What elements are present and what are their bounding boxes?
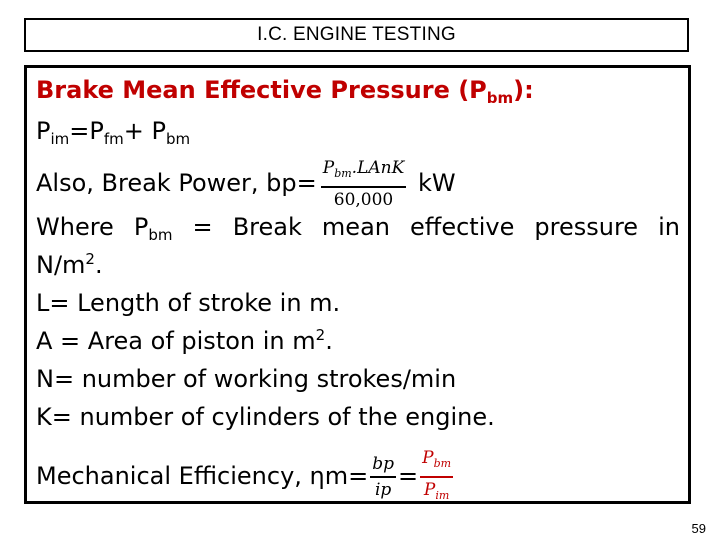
slide-title-box: [24, 18, 689, 52]
bp-fraction-bar: [321, 186, 407, 188]
mech-pbm-p: P: [422, 448, 434, 468]
mech-red-fraction-bar: [420, 476, 453, 478]
def-cylinders: K= number of cylinders of the engine.: [36, 403, 495, 431]
mech-pbm-sub: bm: [433, 457, 452, 470]
mech-ip: ip: [374, 480, 392, 500]
heading-sub: bm: [486, 89, 514, 107]
mech-bp: bp: [372, 454, 394, 474]
mech-pim: [422, 480, 451, 506]
pbm-over-pim-fraction: [420, 448, 453, 506]
bp-num-rest: .LAnK: [351, 158, 405, 178]
def-area: [36, 327, 333, 355]
equation-pim: [36, 117, 191, 148]
slide-title: I.C. ENGINE TESTING: [257, 24, 456, 45]
mech-pim-p: P: [423, 480, 436, 500]
mech-fraction-bar: [370, 476, 396, 478]
mechanical-efficiency-line: [36, 448, 455, 506]
bp-num-sub: bm: [334, 167, 352, 180]
eq-p-fm: =P: [69, 117, 104, 145]
bp-over-ip-fraction: [370, 454, 396, 500]
def-area-sup: 2: [315, 326, 326, 344]
mech-equals: =: [398, 462, 419, 490]
content-box: [24, 65, 691, 504]
where-word: pressure: [534, 213, 639, 241]
where-word: in: [658, 213, 680, 241]
def-area-end: .: [325, 327, 333, 355]
def-length: L= Length of stroke in m.: [36, 289, 341, 317]
where-line: [36, 213, 680, 244]
where-word: Break: [232, 213, 302, 241]
eq-p-im-sub: im: [50, 130, 70, 148]
heading-text: Brake Mean Effective Pressure (P: [36, 76, 487, 104]
eq-p-bm-sub: bm: [165, 130, 191, 148]
eq-p-bm: + P: [123, 117, 166, 145]
heading-bmep: [36, 76, 534, 107]
mech-pbm: [420, 448, 453, 474]
unit-end: .: [94, 251, 103, 279]
bp-numerator: [321, 158, 407, 184]
eq-p-fm-sub: fm: [103, 130, 124, 148]
where-word: Where: [36, 213, 114, 241]
bp-unit: kW: [417, 169, 456, 197]
where-p: P: [133, 213, 149, 241]
def-strokes: N= number of working strokes/min: [36, 365, 457, 393]
brake-power-line: [36, 158, 456, 210]
bp-prefix: Also, Break Power, bp=: [36, 169, 317, 197]
page-number: 59: [691, 521, 706, 536]
where-pbm: [133, 213, 173, 244]
where-word: mean: [321, 213, 390, 241]
bp-fraction: [321, 158, 407, 210]
mech-pim-sub: im: [435, 489, 450, 502]
def-area-text: A = Area of piston in m: [36, 327, 316, 355]
bp-denominator: 60,000: [333, 190, 394, 210]
where-continuation: [36, 251, 103, 279]
where-p-sub: bm: [148, 226, 173, 244]
mech-prefix: Mechanical Efficiency, ηm=: [36, 462, 369, 490]
unit-sup: 2: [85, 250, 95, 268]
where-equals: =: [192, 213, 213, 241]
where-word: effective: [410, 213, 515, 241]
heading-end: ):: [513, 76, 534, 104]
unit-n-m: N/m: [36, 251, 86, 279]
bp-num-p: P: [322, 158, 335, 178]
eq-p-im: P: [36, 117, 51, 145]
